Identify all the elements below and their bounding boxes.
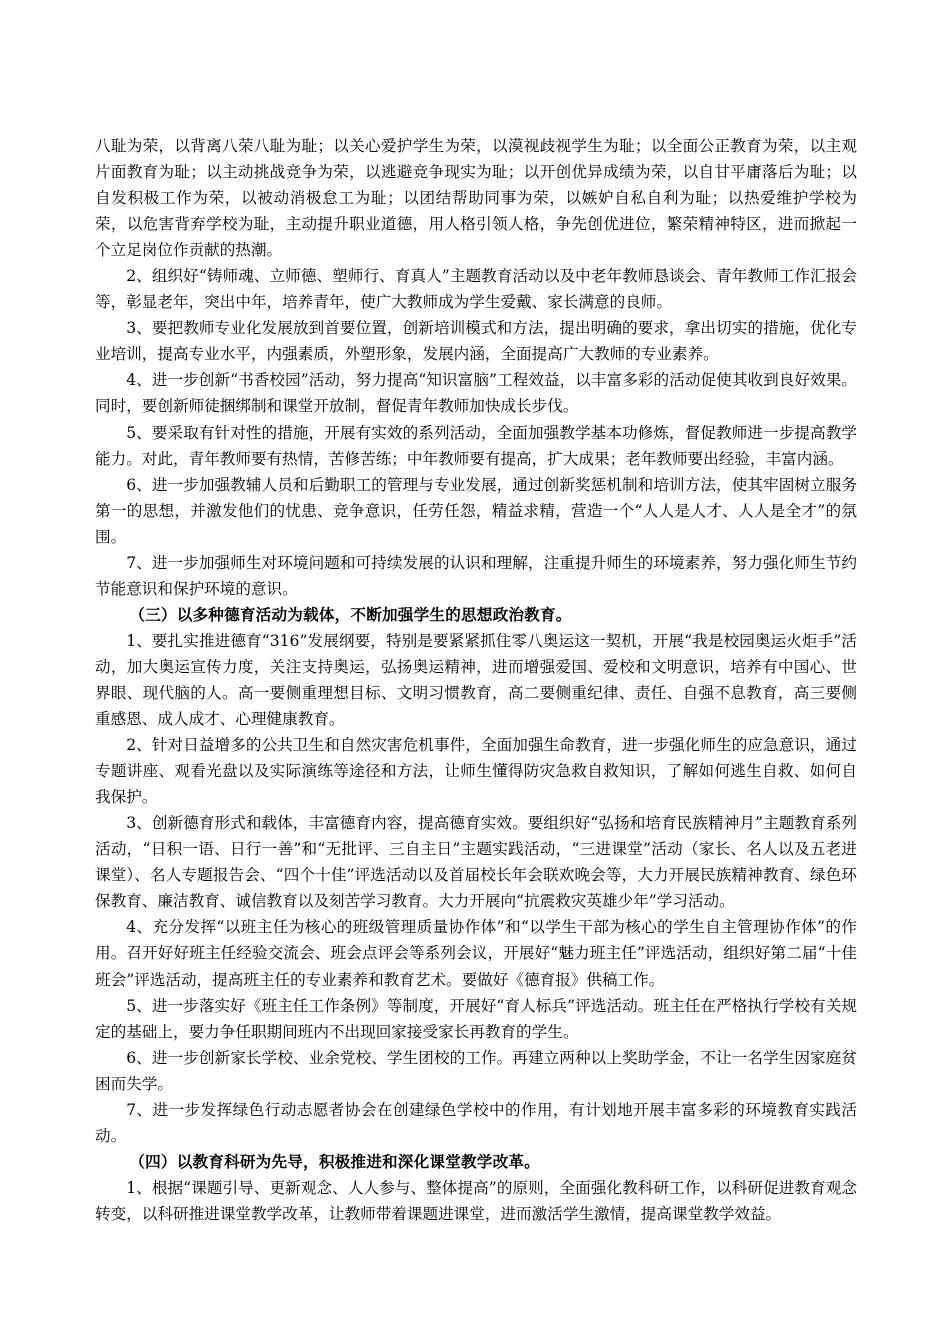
paragraph-continued: 八耻为荣，以背离八荣八耻为耻；以关心爱护学生为荣，以漠视歧视学生为耻；以全面公正教育为荣，以主观片面教育为耻；以主动挑战竞争为荣，以逃避竞争现实为耻；以开创优异成绩为荣，以自甘平庸落后为耻；以自发积极工作为荣，以被动消极怠工为耻；以团结帮助同事为荣，以嫉妒自私自利为耻；以热爱维护学校为荣，以危害背弃学校为耻，主动提升职业道德，用人格引领人格，争先创优进位，繁荣精神特区，进而掀起一个立足岗位作贡献的热潮。 xyxy=(95,137,857,260)
document-page xyxy=(95,133,857,1227)
paragraph-5: 5、要采取有针对性的措施，开展有实效的系列活动，全面加强教学基本功修炼，督促教师进一步提高教学能力。对此，青年教师要有热情，苦修苦练；中年教师要有提高，扩大成果；老年教师要出经验，丰富内涵。 xyxy=(95,423,857,468)
paragraph-3-7: 7、进一步发挥绿色行动志愿者协会在创建绿色学校中的作用，有计划地开展丰富多彩的环境教育实践活动。 xyxy=(95,1100,857,1145)
section-heading-3: （三）以多种德育活动为载体，不断加强学生的思想政治教育。 xyxy=(129,605,572,624)
paragraph-3-3: 3、创新德育形式和载体，丰富德育内容，提高德育实效。要组织好“弘扬和培育民族精神月”主题教育系列活动，“日积一语、日行一善”和“无批评、三自主日”主题实践活动，“三进课堂”活动（家长、名人以及五老进课堂）、名人专题报告会、“四个十佳”评选活动以及首届校长年会联欢晚会等，大力开展民族精神教育、绿色环保教育、廉洁教育、诚信教育以及刻苦学习教育。大力开展向“抗震救灾英雄少年”学习活动。 xyxy=(95,814,857,911)
paragraph-3-1: 1、要扎实推进德育“316”发展纲要，特别是要紧紧抓住零八奥运这一契机，开展“我是校园奥运火炬手”活动，加大奥运宣传力度，关注支持奥运，弘扬奥运精神，进而增强爱国、爱校和文明意识，培养有中国心、世界眼、现代脑的人。高一要侧重理想目标、文明习惯教育，高二要侧重纪律、责任、自强不息教育，高三要侧重感恩、成人成才、心理健康教育。 xyxy=(95,631,857,729)
paragraph-4: 4、进一步创新“书香校园”活动，努力提高“知识富脑”工程效益，以丰富多彩的活动促使其收到良好效果。同时，要创新师徒捆绑制和课堂开放制，督促青年教师加快成长步伐。 xyxy=(95,371,857,416)
paragraph-3-2: 2、针对日益增多的公共卫生和自然灾害危机事件，全面加强生命教育，进一步强化师生的应急意识，通过专题讲座、观看光盘以及实际演练等途径和方法，让师生懂得防灾急救自救知识，了解如何逃生自救、如何自我保护。 xyxy=(95,736,857,807)
paragraph-3-4: 4、充分发挥“以班主任为核心的班级管理质量协作体”和“以学生干部为核心的学生自主管理协作体”的作用。召开好好班主任经验交流会、班会点评会等系列会议，开展好“魅力班主任”评选活动，组织好第二届“十佳班会”评选活动，提高班主任的专业素养和教育艺术。要做好《德育报》供稿工作。 xyxy=(95,918,857,989)
paragraph-7: 7、进一步加强师生对环境问题和可持续发展的认识和理解，注重提升师生的环境素养，努力强化师生节约节能意识和保护环境的意识。 xyxy=(95,553,857,598)
section-heading-4: （四）以教育科研为先导，积极推进和深化课堂教学改革。 xyxy=(129,1152,540,1171)
paragraph-3-6: 6、进一步创新家长学校、业余党校、学生团校的工作。再建立两种以上奖助学金，不让一名学生因家庭贫困而失学。 xyxy=(95,1048,857,1093)
paragraph-3-5: 5、进一步落实好《班主任工作条例》等制度，开展好“育人标兵”评选活动。班主任在严格执行学校有关规定的基础上，要力争任职期间班内不出现回家接受家长再教育的学生。 xyxy=(95,996,857,1041)
paragraph-2: 2、组织好“铸师魂、立师德、塑师行、育真人”主题教育活动以及中老年教师恳谈会、青年教师工作汇报会等，彰显老年，突出中年，培养青年，使广大教师成为学生爱戴、家长满意的良师。 xyxy=(95,267,857,312)
paragraph-6: 6、进一步加强教辅人员和后勤职工的管理与专业发展，通过创新奖惩机制和培训方法，使其牢固树立服务第一的思想，并激发他们的忧患、竞争意识，任劳任怨，精益求精，营造一个“人人是人才、人人是全才”的氛围。 xyxy=(95,475,857,546)
paragraph-3: 3、要把教师专业化发展放到首要位置，创新培训模式和方法，提出明确的要求，拿出切实的措施，优化专业培训，提高专业水平，内强素质，外塑形象，发展内涵，全面提高广大教师的专业素养。 xyxy=(95,319,857,364)
paragraph-4-1: 1、根据“课题引导、更新观念、人人参与、整体提高”的原则，全面强化教科研工作，以科研促进教育观念转变，以科研推进课堂教学改革，让教师带着课题进课堂，进而激活学生激情，提高课堂教学效益。 xyxy=(95,1178,857,1223)
